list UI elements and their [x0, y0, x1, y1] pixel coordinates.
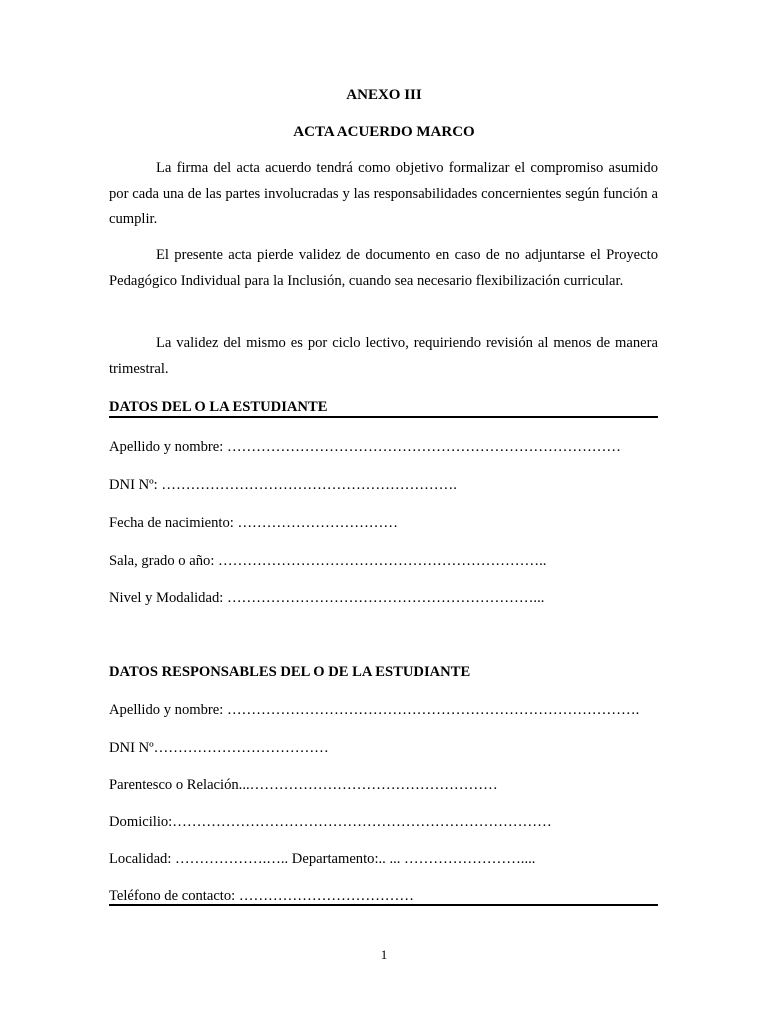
guardian-locality-field: Localidad: ……………….….. Departamento:.. ... …………………….... [109, 851, 536, 867]
student-dni-field: DNI Nº: ……………………………………………………. [109, 477, 457, 493]
guardian-section-title: DATOS RESPONSABLES DEL O DE LA ESTUDIANTE [109, 664, 471, 680]
paragraph-validity-period: La validez del mismo es por ciclo lectivo, requiriendo revisión al menos de manera trimestral. [109, 335, 658, 377]
student-section-title: DATOS DEL O LA ESTUDIANTE [109, 399, 328, 415]
student-grade-field: Sala, grado o año: ………………………………………………………….. [109, 553, 547, 569]
act-title: ACTA ACUERDO MARCO [293, 124, 475, 140]
guardian-address-field: Domicilio:…………………………………………………………………… [109, 814, 552, 830]
guardian-dni-field: DNI Nº……………………………… [109, 740, 329, 756]
guardian-relationship-field: Parentesco o Relación...…………………………………………… [109, 777, 498, 793]
guardian-name-field: Apellido y nombre: …………………………………………………………………………. [109, 702, 640, 718]
student-birthdate-field: Fecha de nacimiento: …………………………… [109, 515, 398, 531]
guardian-section-rule [109, 904, 658, 906]
student-name-field: Apellido y nombre: ……………………………………………………………………… [109, 439, 621, 455]
paragraph-objective: La firma del acta acuerdo tendrá como objetivo formalizar el compromiso asumido por cada una de las partes involucradas y las responsabilidades concernientes según función a cumplir. [109, 160, 658, 227]
page-number: 1 [380, 947, 388, 962]
student-section-rule [109, 416, 658, 418]
annex-title: ANEXO III [346, 87, 422, 103]
student-level-field: Nivel y Modalidad: ………………………………………………………... [109, 590, 545, 606]
paragraph-validity-condition: El presente acta pierde validez de documento en caso de no adjuntarse el Proyecto Pedagógico Individual para la Inclusión, cuando sea necesario flexibilización curricular. [109, 247, 658, 289]
guardian-phone-field: Teléfono de contacto: ……………………………… [109, 888, 414, 904]
